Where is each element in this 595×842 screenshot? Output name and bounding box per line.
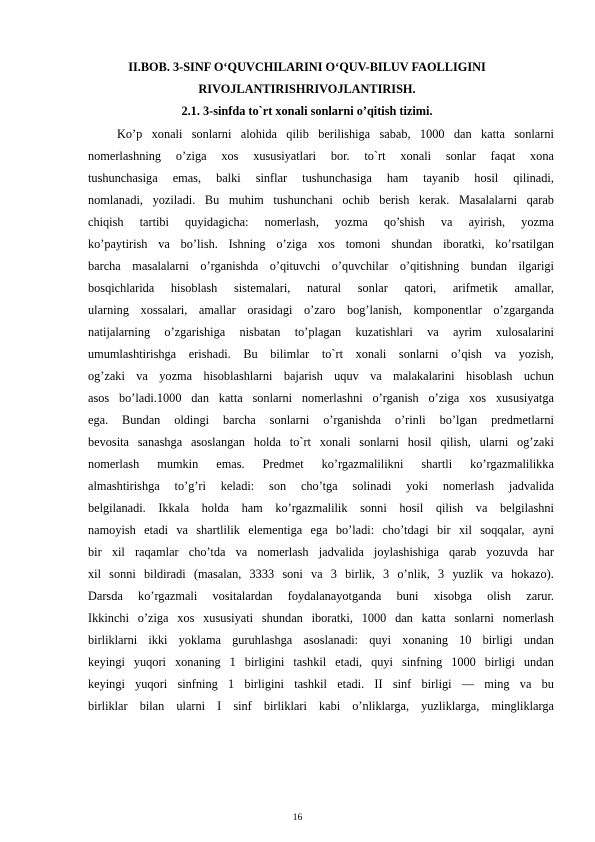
body-line: bir xil raqamlar cho’tda va nomerlash jadvalida joylashishiga qarab yozuvda har: [88, 545, 554, 559]
body-line: Ikkinchi o’ziga xos xususiyati shundan iboratki, 1000 dan katta sonlarni nomerlash: [88, 611, 554, 625]
body-line: nomlanadi, yoziladi. Bu muhim tushunchani ochib berish kerak. Masalalarni qarab: [88, 193, 554, 207]
body-line: birliklar bilan ularni I sinf birliklari kabi o’nliklarga, yuzliklarga, mingliklarga: [88, 699, 554, 713]
body-line: ko’paytirish va bo’lish. Ishning o’ziga xos tomoni shundan iboratki, ko’rsatilgan: [88, 237, 554, 251]
body-line: namoyish etadi va shartlilik elementiga ega bo’ladi: cho’tdagi bir xil soqqalar, ayni: [88, 523, 554, 537]
body-line: ularning xossalari, amallar orasidagi o’zaro bog’lanish, komponentlar o’zgarganda: [88, 303, 554, 317]
chapter-heading: II.BOB. 3-SINF O‘QUVCHILARINI O‘QUV-BILUV FAOLLIGINI: [128, 60, 486, 74]
body-line: chiqish tartibi quyidagicha: nomerlash, yozma qo’shish va ayirish, yozma: [88, 215, 554, 229]
body-paragraph: [88, 123, 554, 717]
body-line: nomerlash mumkin emas. Predmet ko’rgazmalilikni shartli ko’rgazmalilikka: [88, 457, 554, 471]
body-line: belgilanadi. Ikkala holda ham ko’rgazmalilik sonni hosil qilish va belgilashni: [88, 501, 554, 515]
body-line: almashtirishga to’g’ri keladi: son cho’tga solinadi yoki nomerlash jadvalida: [88, 479, 554, 493]
body-line: bosqichlarida hisoblash sistemalari, natural sonlar qatori, arifmetik amallar,: [88, 281, 554, 295]
body-line: keyingi yuqori xonaning 1 birligini tashkil etadi, quyi sinfning 1000 birligi undan: [88, 655, 554, 669]
body-line: xil sonni bildiradi (masalan, 3333 soni va 3 birlik, 3 o’nlik, 3 yuzlik va hokazo).: [88, 567, 554, 581]
body-line: birliklarni ikki yoklama guruhlashga asoslanadi: quyi xonaning 10 birligi undan: [88, 633, 554, 647]
page-number: 16: [292, 813, 303, 823]
body-line: tushunchasiga emas, balki sinflar tushunchasiga ham tayanib hosil qilinadi,: [88, 171, 554, 185]
body-line: asos bo’ladi.1000 dan katta sonlarni nomerlashni o’rganish o’ziga xos xususiyatga: [88, 391, 554, 405]
body-line: Ko’p xonali sonlarni alohida qilib berilishiga sabab, 1000 dan katta sonlarni: [117, 127, 554, 141]
body-line: natijalarning o’zgarishiga nisbatan to’plagan kuzatishlari va ayrim xulosalarini: [88, 325, 554, 339]
body-line: keyingi yuqori sinfning 1 birligini tashkil etadi. II sinf birligi — ming va bu: [88, 677, 554, 691]
chapter-heading-continuation: RIVOJLANTIRISHRIVOJLANTIRISH.: [198, 82, 416, 96]
body-line: bevosita sanashga asoslangan holda to`rt xonali sonlarni hosil qilish, ularni og’zaki: [88, 435, 554, 449]
body-line: og’zaki va yozma hisoblashlarni bajarish uquv va malakalarini hisoblash uchun: [88, 369, 554, 383]
body-line: nomerlashning o’ziga xos xususiyatlari bor. to`rt xonali sonlar faqat xona: [88, 149, 554, 163]
body-line: barcha masalalarni o’rganishda o’qituvchi o’quvchilar o’qitishning bundan ilgarigi: [88, 259, 554, 273]
body-line: ega. Bundan oldingi barcha sonlarni o’rganishda o’rinli bo’lgan predmetlarni: [88, 413, 554, 427]
body-line: umumlashtirishga erishadi. Bu bilimlar to`rt xonali sonlarni o’qish va yozish,: [88, 347, 554, 361]
body-line: Darsda ko’rgazmali vositalardan foydalanayotganda buni xisobga olish zarur.: [88, 589, 554, 603]
section-heading: 2.1. 3-sinfda to`rt xonali sonlarni o’qitish tizimi.: [181, 104, 433, 118]
